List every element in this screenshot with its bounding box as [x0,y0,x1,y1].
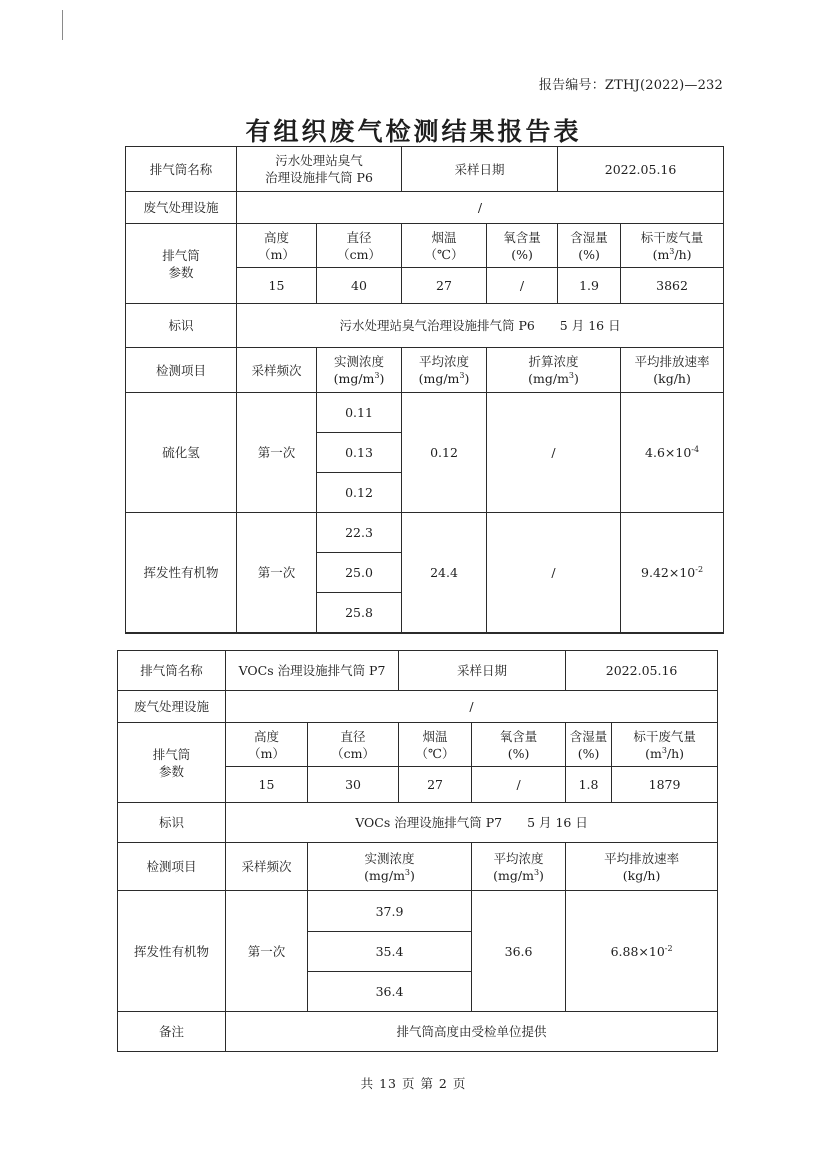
measured-value: 0.12 [317,473,402,513]
height-unit: （m） [258,246,295,262]
stack-name-value: VOCs 治理设施排气筒 P7 [226,651,399,691]
header-frequency: 采样频次 [226,843,308,891]
temp-header: 烟温 （℃） [399,723,472,767]
header-frequency: 采样频次 [237,348,317,393]
moisture-header: 含湿量 (%) [566,723,612,767]
stack-params-line2: 参数 [168,264,194,280]
average-value: 36.6 [472,891,566,1012]
diameter-value: 30 [308,767,399,803]
mark-value: 污水处理站臭气治理设施排气筒 P6 5 月 16 日 [237,304,724,348]
stack-params-label [126,224,237,304]
oxygen-header [487,224,558,268]
diameter-header: 直径 （cm） [308,723,399,767]
diameter-label: 直径 [346,229,372,245]
row-frequency: 第一次 [226,891,308,1012]
height-header [237,224,317,268]
oxygen-value: / [487,268,558,304]
header-average: 平均浓度 $(mg/m^3)$ [402,348,487,393]
temp-value: 27 [402,268,487,304]
diameter-unit: （cm） [337,246,381,262]
row-item: 挥发性有机物 [118,891,226,1012]
row-item: 挥发性有机物 [126,513,237,633]
diameter-header [317,224,402,268]
measured-value: 35.4 [308,932,472,972]
stack-name-line1: 污水处理站臭气 [275,153,363,168]
measured-value: 22.3 [317,513,402,553]
rate-value: $9.42\times 10^{-2}$ [621,513,724,633]
scan-edge-mark [62,10,63,40]
facility-label: 废气处理设施 [126,192,237,224]
mark-label: 标识 [126,304,237,348]
flow-label: 标干废气量 [640,229,704,245]
row-frequency: 第一次 [237,513,317,633]
temp-unit: （℃） [424,246,464,262]
remark-label: 备注 [118,1012,226,1052]
stack-name-label: 排气筒名称 [118,651,226,691]
header-converted: 折算浓度 $(mg/m^3)$ [487,348,621,393]
header-rate: 平均排放速率 (kg/h) [621,348,724,393]
header-measured: 实测浓度 $(mg/m^3)$ [308,843,472,891]
facility-value: / [226,691,718,723]
stack-name-value [237,147,402,192]
height-value: 15 [237,268,317,304]
flow-value: 3862 [621,268,724,304]
measured-value: 25.8 [317,593,402,633]
row-item: 硫化氢 [126,393,237,513]
stack-params-line1: 排气筒 [162,247,200,263]
facility-label: 废气处理设施 [118,691,226,723]
mark-value: VOCs 治理设施排气筒 P7 5 月 16 日 [226,803,718,843]
measured-value: 25.0 [317,553,402,593]
stack-p6-table [125,146,724,634]
moisture-label: 含湿量 [570,229,608,245]
report-number: 报告编号：ZTHJ(2022)—232 [538,78,723,93]
average-value: 24.4 [402,513,487,633]
flow-value: 1879 [612,767,718,803]
stack-name-line2: 治理设施排气筒 P6 [265,170,373,185]
flow-unit: $(m^3/h)$ [652,246,692,262]
sampling-date-label: 采样日期 [402,147,558,192]
page-title: 有组织废气检测结果报告表 [245,117,582,146]
height-label: 高度 [263,229,289,245]
row-frequency: 第一次 [237,393,317,513]
page-footer: 共 13 页 第 2 页 [360,1076,467,1091]
facility-value: / [237,192,724,224]
moisture-value: 1.9 [558,268,621,304]
measured-value: 36.4 [308,972,472,1012]
sampling-date-value: 2022.05.16 [566,651,718,691]
header-measured: 实测浓度 $(mg/m^3)$ [317,348,402,393]
header-item: 检测项目 [126,348,237,393]
moisture-unit: (%) [578,246,600,262]
flow-header: 标干废气量 $(m^3/h)$ [612,723,718,767]
converted-value: / [487,393,621,513]
moisture-value: 1.8 [566,767,612,803]
average-value: 0.12 [402,393,487,513]
oxygen-value: / [472,767,566,803]
converted-value: / [487,513,621,633]
temp-header [402,224,487,268]
header-item: 检测项目 [118,843,226,891]
remark-value: 排气筒高度由受检单位提供 [226,1012,718,1052]
moisture-header [558,224,621,268]
sampling-date-value: 2022.05.16 [558,147,724,192]
oxygen-header: 氧含量 (%) [472,723,566,767]
diameter-value: 40 [317,268,402,304]
height-header: 高度 （m） [226,723,308,767]
measured-value: 0.11 [317,393,402,433]
mark-label: 标识 [118,803,226,843]
temp-label: 烟温 [431,229,457,245]
temp-value: 27 [399,767,472,803]
oxygen-unit: (%) [511,246,533,262]
stack-p7-table [117,650,718,1052]
measured-value: 37.9 [308,891,472,932]
stack-name-label: 排气筒名称 [126,147,237,192]
header-average: 平均浓度 $(mg/m^3)$ [472,843,566,891]
rate-value: $4.6\times 10^{-4}$ [621,393,724,513]
rate-value: $6.88\times 10^{-2}$ [566,891,718,1012]
flow-header [621,224,724,268]
measured-value: 0.13 [317,433,402,473]
header-rate: 平均排放速率 (kg/h) [566,843,718,891]
sampling-date-label: 采样日期 [399,651,566,691]
oxygen-label: 氧含量 [503,229,541,245]
height-value: 15 [226,767,308,803]
stack-params-label: 排气筒 参数 [118,723,226,803]
